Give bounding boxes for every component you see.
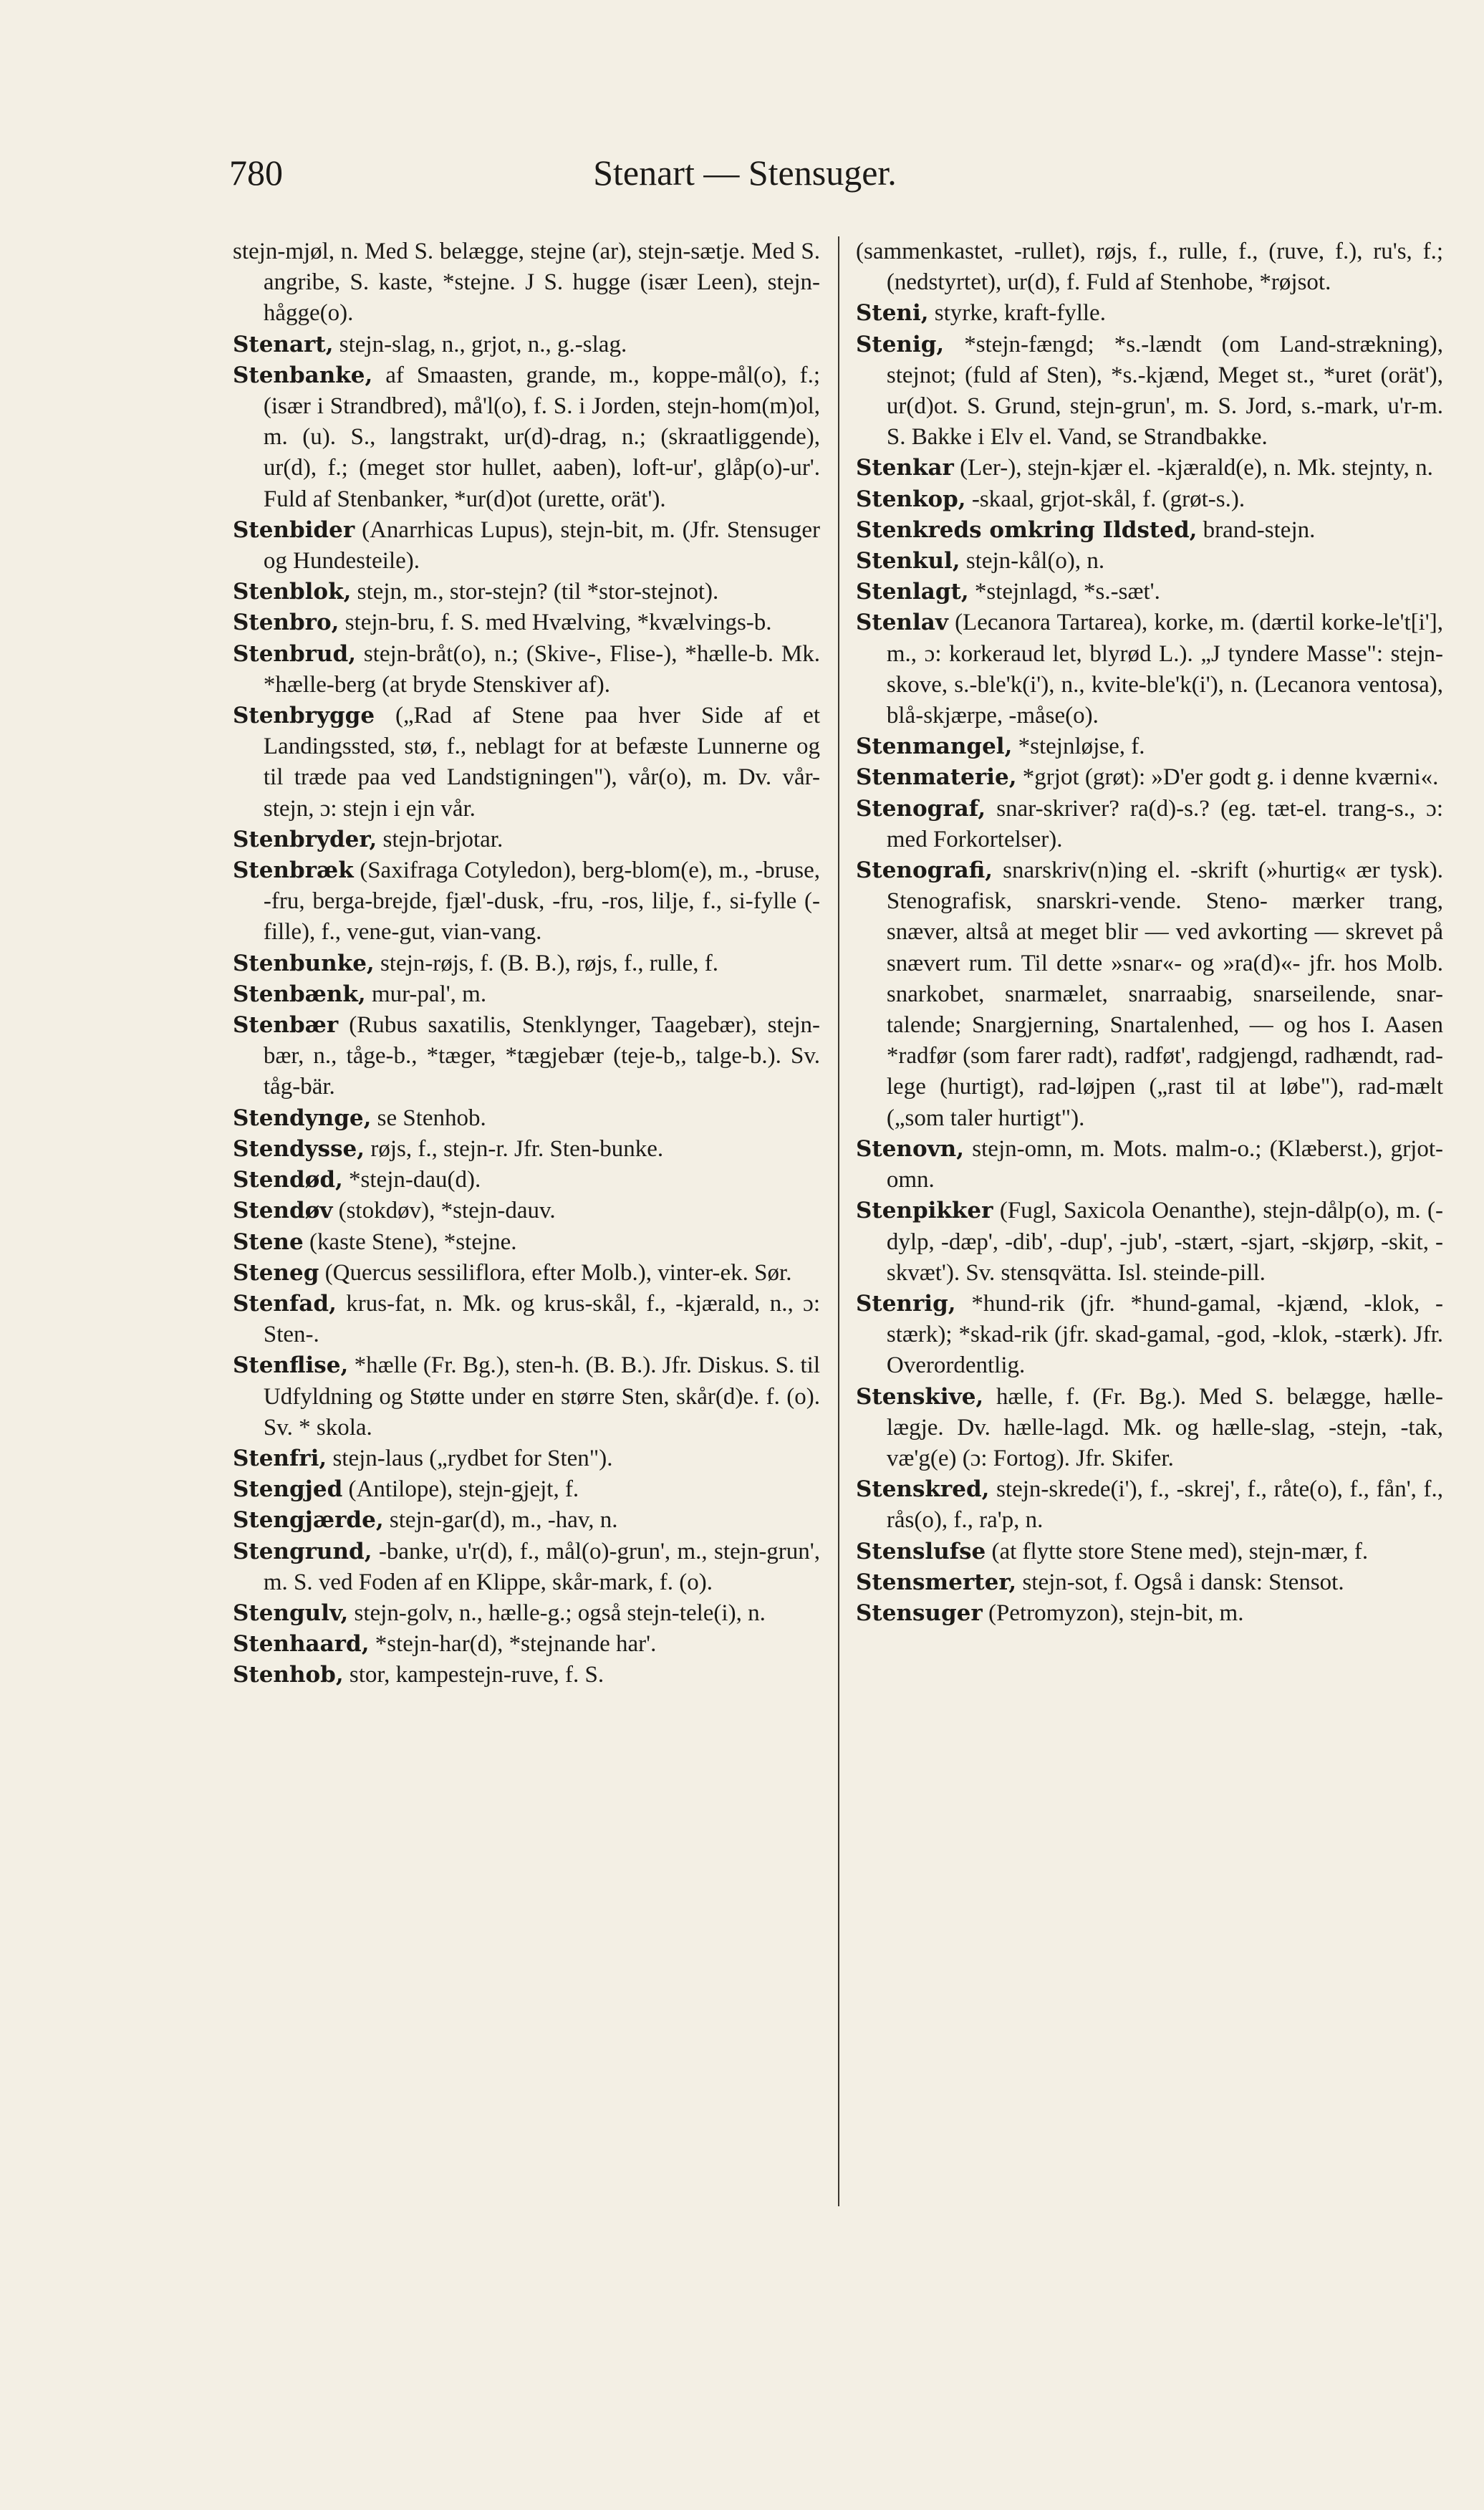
entry-definition: brand-stejn. [1203,516,1316,543]
entry-headword: Stengjed [233,1476,343,1503]
column-divider [838,236,839,2206]
dictionary-entry [856,1382,1443,1475]
page-header [229,152,1261,195]
entry-definition: (Antilope), stejn-gjejt, f. [348,1476,579,1503]
entry-definition: stejn-bråt(o), n.; (Skive-, Flise-), *hælle-b. Mk. *hælle-berg (at bryde Stenskiver af). [263,640,820,698]
dictionary-entry [856,577,1443,607]
entry-headword: Stenbær [233,1012,339,1039]
entry-definition: af Smaasten, grande, m., koppe-mål(o), f.; (især i Strandbred), må'l(o), f. S. i Jorden, stejn-hom(m)ol, m. (u). S., langstrakt, ur(d)-drag, n.; (skraatliggende), ur(d), f.; (meget stor hullet, aaben), loft-ur', glåp(o)-ur'. Fuld af Stenbanker, *ur(d)ot (urette, orät'). [263,362,820,512]
entry-headword: Stenlagt, [856,579,969,605]
entry-headword: Steni, [856,300,929,327]
entry-headword: Stenbrygge [233,703,375,729]
dictionary-entry [856,794,1443,855]
entry-headword: Steneg [233,1259,319,1286]
entry-definition: stejn-kål(o), n. [965,548,1105,574]
dictionary-entry [233,1537,820,1598]
entry-definition: stejn-mjøl, n. Med S. belægge, stejne (ar), stejn-sætje. Med S. angribe, S. kaste, *stejne. J S. hugge (især Leen), stejn-hågge(o). [233,239,820,327]
dictionary-entry [233,1196,820,1226]
entry-headword: Stenovn, [856,1135,964,1162]
entry-definition: *stejnløjse, f. [1018,734,1145,760]
entry-headword: Stenbanke, [233,362,373,388]
entry-headword: Stenfad, [233,1290,337,1317]
entry-headword: Stenbrud, [233,640,356,667]
dictionary-entry [233,577,820,607]
entry-definition: (at flytte store Stene med), stejn-mær, f. [991,1538,1369,1564]
entry-headword: Stengjærde, [233,1507,384,1534]
entry-definition: styrke, kraft-fylle. [934,300,1106,327]
dictionary-entry [233,330,820,360]
entry-definition: -skaal, grjot-skål, f. (grøt-s.). [971,486,1246,512]
dictionary-entry [233,1289,820,1350]
dictionary-entry [233,1134,820,1165]
dictionary-entry [856,298,1443,329]
dictionary-entry [233,1227,820,1258]
dictionary-entry [856,236,1443,298]
page-number: 780 [229,153,283,193]
dictionary-entry [856,855,1443,1134]
dictionary-entry [856,330,1443,453]
entry-headword: Stengulv, [233,1600,349,1626]
entry-headword: Stenskred, [856,1476,990,1503]
entry-headword: Stenbryder, [233,826,377,852]
entry-headword: Stendøv [233,1198,333,1224]
dictionary-entry [856,484,1443,515]
entry-definition: snar-skriver? ra(d)-s.? (eg. tæt-el. trang-s., ɔ: med Forkortelser). [886,795,1443,852]
dictionary-entry [233,515,820,577]
dictionary-entry [856,1567,1443,1598]
entry-headword: Stensmerter, [856,1569,1017,1595]
entry-definition: (Saxifraga Cotyledon), berg-blom(e), m., -bruse, -fru, berga-brejde, fjæl'-dusk, -fru, -ros, lilje, f., si-fylle (-fille), f., vene-gut, vian-vang. [263,857,821,946]
entry-definition: krus-fat, n. Mk. og krus-skål, f., -kjærald, n., ɔ: Sten-. [263,1290,820,1348]
entry-definition: stejn-brjotar. [382,826,504,852]
entry-headword: Stenfri, [233,1445,327,1471]
dictionary-entry [856,607,1443,731]
entry-headword: Stenkar [856,455,954,481]
dictionary-entry [233,1165,820,1196]
dictionary-entry [233,1660,820,1691]
entry-definition: (Petromyzon), stejn-bit, m. [988,1600,1244,1626]
entry-headword: Stenslufse [856,1538,986,1564]
dictionary-entry [233,1103,820,1134]
dictionary-entry [856,1598,1443,1629]
entry-definition: -banke, u'r(d), f., mål(o)-grun', m., stejn-grun', m. S. ved Foden af en Klippe, skår-mark, f. (o). [263,1538,820,1595]
entry-definition: *stejnlagd, *s.-sæt'. [974,579,1160,605]
entry-definition: stejn-bru, f. S. med Hvælving, *kvælvings-b. [344,610,772,636]
entry-headword: Stenflise, [233,1352,349,1379]
left-column [233,236,820,1691]
dictionary-entry [233,1443,820,1474]
right-column [856,236,1443,1629]
entry-headword: Stenbræk [233,857,354,884]
dictionary-entry [856,731,1443,762]
entry-definition: stejn-røjs, f. (B. B.), røjs, f., rulle, f. [380,950,718,976]
dictionary-entry [856,1134,1443,1196]
entry-definition: (Fugl, Saxicola Oenanthe), stejn-dålp(o), m. (-dylp, -dæp', -dib', -dup', -jub', -stært, -sjart, -skjørp, -skit, -skvæt'). Sv. stensqvätta. Isl. steinde-pill. [886,1198,1444,1286]
entry-headword: Stenkul, [856,548,960,574]
dictionary-entry [233,979,820,1010]
entry-definition: stejn-omn, m. Mots. malm-o.; (Klæberst.), grjot-omn. [886,1135,1443,1193]
entry-definition: *hund-rik (jfr. *hund-gamal, -kjænd, -klok, -stærk); *skad-rik (jfr. skad-gamal, -god, -klok, -stærk). Jfr. Overordentlig. [886,1290,1443,1379]
dictionary-entry [856,1537,1443,1567]
entry-definition: (stokdøv), *stejn-dauv. [338,1198,556,1224]
entry-definition: („Rad af Stene paa hver Side af et Landingssted, stø, f., neblagt for at befæste Lunnerne og til træde paa ved Landstigningen"), vår(o), m. Dv. vår-stejn, ɔ: stejn i ejn vår. [263,703,820,822]
entry-headword: Stenskive, [856,1383,984,1410]
entry-headword: Stenpikker [856,1198,993,1224]
dictionary-entry [233,1258,820,1289]
entry-definition: stejn-slag, n., grjot, n., g.-slag. [339,331,627,357]
entry-definition: hælle, f. (Fr. Bg.). Med S. belægge, hælle-lægje. Dv. hælle-lagd. Mk. og hælle-slag, -stejn, -tak, væ'g(e) (ɔ: Fortog). Jfr. Skifer. [886,1383,1443,1471]
dictionary-entry [233,948,820,979]
dictionary-entry [233,1474,820,1505]
entry-headword: Stenbider [233,516,355,543]
entry-headword: Stengrund, [233,1538,372,1564]
dictionary-entry [233,855,820,948]
entry-definition: *grjot (grøt): »D'er godt g. i denne kværni«. [1022,764,1439,791]
dictionary-entry [856,453,1443,484]
entry-headword: Stenhob, [233,1662,344,1688]
entry-headword: Stenmangel, [856,734,1013,760]
entry-definition: stor, kampestejn-ruve, f. S. [349,1662,604,1688]
entry-definition: se Stenhob. [377,1105,486,1131]
entry-definition: *stejn-har(d), *stejnande har'. [375,1631,657,1658]
entry-definition: stejn-laus („rydbet for Sten"). [332,1445,613,1471]
dictionary-entry [233,639,820,701]
entry-headword: Stenkreds omkring Ildsted, [856,516,1198,543]
dictionary-entry [856,546,1443,577]
entry-headword: Stendysse, [233,1135,365,1162]
entry-definition: stejn-sot, f. Også i dansk: Stensot. [1022,1569,1344,1595]
entry-headword: Stenrig, [856,1290,956,1317]
entry-definition: stejn-skrede(i'), f., -skrej', f., råte(o), f., fån', f., rås(o), f., ra'p, n. [886,1476,1443,1534]
running-head: Stenart — Stensuger. [593,153,897,193]
entry-headword: Stenograf, [856,795,986,822]
entry-headword: Stenografi, [856,857,993,884]
entry-headword: Stenbro, [233,610,339,636]
entry-headword: Stendynge, [233,1105,372,1131]
entry-headword: Stensuger [856,1600,983,1626]
dictionary-entry [233,1598,820,1629]
entry-headword: Stenblok, [233,579,352,605]
entry-definition: *hælle (Fr. Bg.), sten-h. (B. B.). Jfr. Diskus. S. til Udfyldning og Støtte under en større Sten, skår(d)e. f. (o). Sv. * skola. [263,1352,821,1441]
entry-headword: Stene [233,1228,304,1255]
entry-definition: (Quercus sessiliflora, efter Molb.), vinter-ek. Sør. [324,1259,792,1286]
dictionary-entry [856,762,1443,793]
dictionary-entry [233,824,820,855]
entry-headword: Stenbænk, [233,981,366,1007]
dictionary-entry [233,236,820,330]
entry-definition: røjs, f., stejn-r. Jfr. Sten-bunke. [370,1135,664,1162]
entry-definition: (Rubus saxatilis, Stenklynger, Taagebær), stejn-bær, n., tåge-b., *tæger, *tægjebær (teje-b,, talge-b.). Sv. tåg-bär. [263,1012,821,1100]
dictionary-entry [233,360,820,515]
entry-definition: mur-pal', m. [371,981,487,1007]
entry-definition: *stejn-dau(d). [349,1167,481,1193]
entry-definition: (Lecanora Tartarea), korke, m. (dærtil korke-le't[i'], m., ɔ: korkeraud let, blyrød L.). „J tyndere Masse": stejn-skove, s.-ble'k(i'), n., kvite-ble'k(i'), n. (Lecanora ventosa), blå-skjærpe, -måse(o). [886,610,1443,729]
entry-definition: (kaste Stene), *stejne. [309,1228,517,1255]
dictionary-entry [233,1010,820,1103]
entry-definition: snarskriv(n)ing el. -skrift (»hurtig« ær tysk). Stenografisk, snarskri-vende. Steno- mærker trang, snæver, altså at meget blir — ved avkorting — skrevet på snævert rum. Til dette »snar«- og »ra(d)«- jfr. hos Molb. snarkobet, snarmælet, snarraabig, snarseilende, snar-talende; Snargjerning, Snartalenhed, — og hos I. Aasen *radfør (som farer radt), radføt', radgjengd, radhændt, rad-lege (hurtigt), rad-løjpen („rast til at løbe"), rad-mælt („som taler hurtigt"). [886,857,1444,1131]
dictionary-entry [233,1350,820,1443]
entry-headword: Stenhaard, [233,1631,370,1658]
dictionary-entry [856,1474,1443,1536]
entry-definition: (sammenkastet, -rullet), røjs, f., rulle, f., (ruve, f.), ru's, f.; (nedstyrtet), ur(d), f. Fuld af Stenhobe, *røjsot. [856,239,1443,296]
entry-headword: Stenkop, [856,486,966,512]
dictionary-entry [856,1196,1443,1289]
dictionary-entry [233,1629,820,1660]
dictionary-entry [856,515,1443,546]
entry-definition: *stejn-fængd; *s.-lændt (om Land-strækning), stejnot; (fuld af Sten), *s.-kjænd, Meget st., *uret (orät'), ur(d)ot. S. Grund, stejn-grun', m. S. Jord, s.-mark, u'r-m. S. Bakke i Elv el. Vand, se Strandbakke. [886,331,1443,451]
entry-definition: (Ler-), stejn-kjær el. -kjærald(e), n. Mk. stejnty, n. [960,455,1433,481]
entry-headword: Stenmaterie, [856,764,1017,791]
entry-definition: stejn, m., stor-stejn? (til *stor-stejnot). [357,579,719,605]
dictionary-entry [233,701,820,824]
entry-headword: Stenig, [856,331,945,357]
entry-definition: stejn-gar(d), m., -hav, n. [389,1507,618,1534]
dictionary-entry [856,1289,1443,1382]
entry-definition: (Anarrhicas Lupus), stejn-bit, m. (Jfr. Stensuger og Hundesteile). [263,516,821,574]
entry-headword: Stenbunke, [233,950,375,976]
dictionary-entry [233,1505,820,1536]
entry-headword: Stendød, [233,1167,343,1193]
entry-headword: Stenart, [233,331,334,357]
entry-definition: stejn-golv, n., hælle-g.; også stejn-tele(i), n. [354,1600,766,1626]
dictionary-entry [233,607,820,638]
entry-headword: Stenlav [856,610,948,636]
